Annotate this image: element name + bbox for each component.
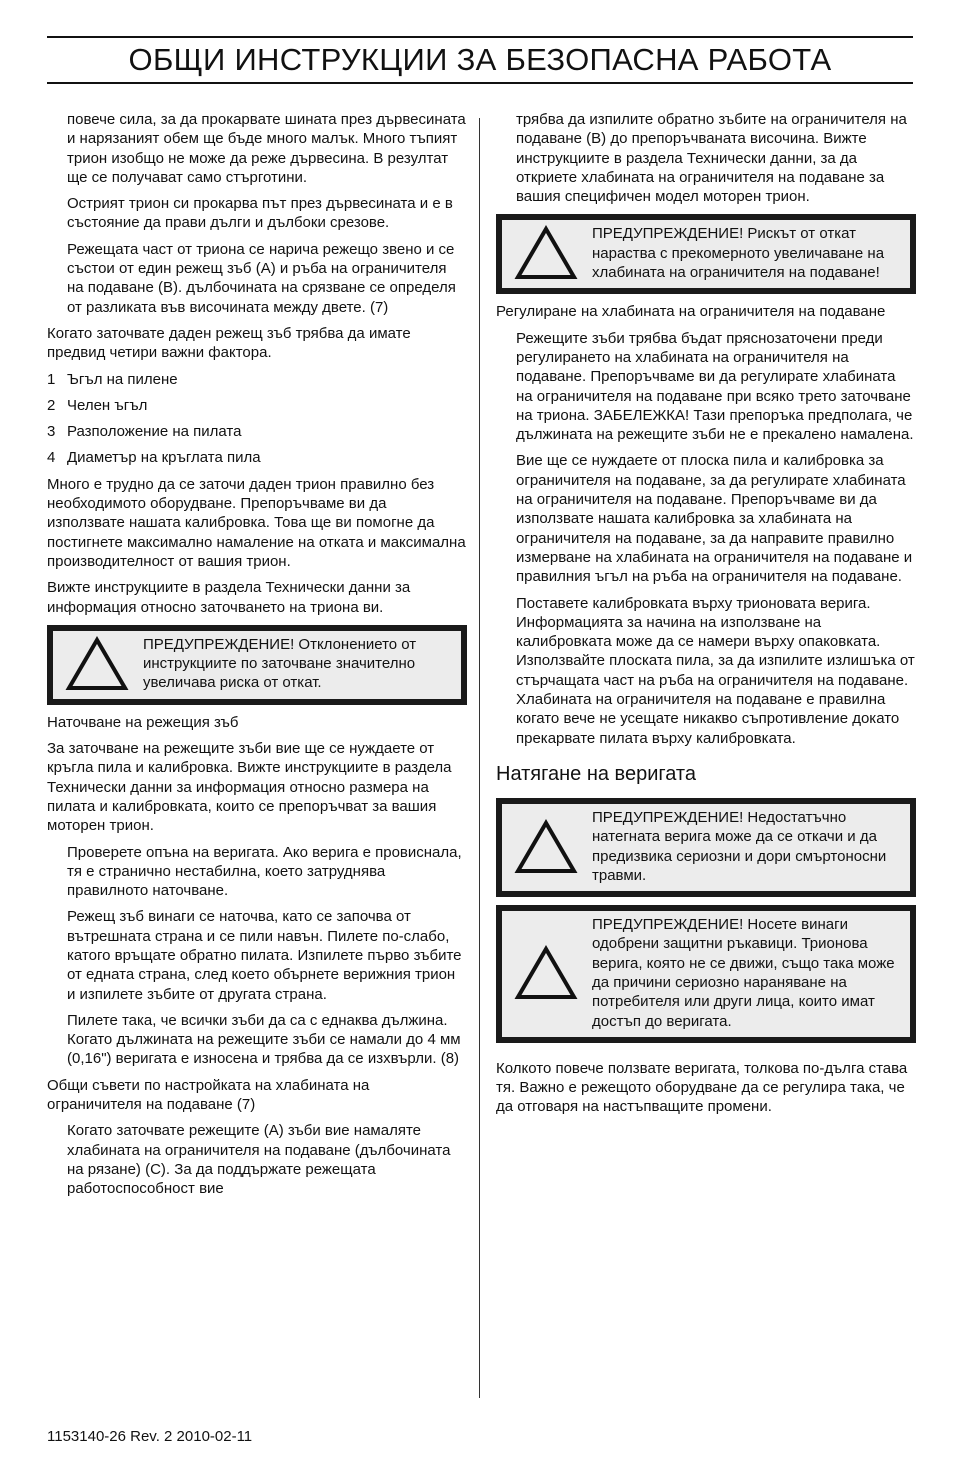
paragraph: трябва да изпилите обратно зъбите на ограничителя на подаване (В) до препоръчваната височина. Вижте инструкциите в раздела Технически данни, за да откриете хлабината на ограничителя на подаване за вашия специфичен модел моторен трион. (516, 111, 907, 206)
page-title: ОБЩИ ИНСТРУКЦИИ ЗА БЕЗОПАСНА РАБОТА (128, 42, 832, 77)
paragraph: Колкото повече ползвате веригата, толкова по-дълга става тя. Важно е режещото оборудване да се регулира така, че да отговаря на настъпващите промени. (496, 1059, 908, 1116)
warning-triangle-icon (506, 945, 586, 1001)
warning-triangle-icon (506, 225, 586, 281)
paragraph: Режещите зъби трябва бъдат пряснозаточени преди регулирането на хлабината на ограничителя на подаване. Препоръчваме ви да регулирате хлабината на ограничителя на подаване при всяко трето заточване на триона. ЗАБЕЛЕЖКА! Тази препоръка предполага, че дължината на режещите зъби не е прекалено намалена. (516, 329, 914, 444)
warning-box (496, 905, 916, 1043)
warning-text: ПРЕДУПРЕЖДЕНИЕ! Отклонението от инструкциите по заточване значително увеличава риска от откат. (143, 635, 417, 692)
list-item: 4 Диаметър на кръглата пила (47, 449, 261, 467)
warning-text: ПРЕДУПРЕЖДЕНИЕ! Рискът от откат нараства с прекомерното увеличаване на хлабината на ограничителя на подаване! (592, 225, 885, 282)
paragraph: За заточване на режещите зъби вие ще се нуждаете от кръгла пила и калибровка. Вижте инструкциите в раздела Технически данни за информация относно размера на пилата и калибровката, които се препоръчват за вашия моторен трион. (47, 740, 452, 835)
subheading: Наточване на режещия зъб (47, 713, 239, 731)
paragraph: Проверете опъна на веригата. Ако верига е провиснала, тя е странично нестабилна, което затруднява правилното наточване. (67, 843, 462, 900)
paragraph: Когато заточвате даден режещ зъб трябва да имате предвид четири важни фактора. (47, 324, 411, 362)
warning-text: ПРЕДУПРЕЖДЕНИЕ! Носете винаги одобрени защитни ръкавици. Трионова верига, която не се движи, също така може да причини сериозно нараняване на потребителя или други лица, които имат достъп до веригата. (592, 916, 895, 1030)
warning-triangle-icon (57, 636, 137, 692)
section-heading: Натягане на веригата (496, 762, 696, 785)
warning-box (496, 798, 916, 897)
list-item: 1 Ъгъл на пилене (47, 370, 178, 388)
paragraph: повече сила, за да прокарвате шината през дървесината и нарязаният обем ще бъде много малък. Много тъпият трион изобщо не може да реже дървесина. В резултат ще се получават само стърготини. (67, 111, 466, 186)
paragraph: Много е трудно да се заточи даден трион правилно без необходимото оборудване. Препоръчваме ви да използвате нашата калибровка. Това ще ви помогне да постигнете максимално намаление на отката и максимална производителност от вашия трион. (47, 475, 466, 570)
paragraph: Режещ зъб винаги се наточва, като се започва от вътрешната страна и се пили навън. Пилете по-слабо, катого връщате обратно пилата. Изпилете първо зъбите от едната страна, след което обърнете верижния трион и изпилете зъбите от другата страна. (67, 908, 462, 1003)
paragraph: Поставете калибровката върху трионовата верига. Информацията за начина на използване на калибровката може да се намери върху опаковката. Използвайте плоската пила, за да изпилите излишъка от стърчащата част на ръба на ограничителя на подаване. Хлабината на ограничителя на подаване е правилна когато вече не усещате никакво съпротивление докато прекарвате пилата върху калибровката. (516, 594, 915, 747)
paragraph: Режещата част от триона се нарича режещо звено и се състои от един режещ зъб (А) и ръба на ограничителя на подаване (В). дълбочината на срязване се определя от разликата във височината между двете. (7) (67, 240, 456, 316)
subheading: Общи съвети по настройката на хлабината на ограничителя на подаване (7) (47, 1076, 370, 1114)
paragraph: Когато заточвате режещите (А) зъби вие намаляте хлабината на ограничителя на подаване (дълбочината на рязане) (С). За да поддържате режещата работоспособност вие (67, 1122, 451, 1198)
paragraph: Пилете така, че всички зъби да са с еднаква дължина. Когато дължината на режещите зъби се намали до 4 мм (0,16") веригата е износена и трябва да се изхвърли. (8) (67, 1011, 461, 1068)
document-number: 1153140-26 Rev. 2 2010-02-11 (47, 1428, 253, 1445)
paragraph: Острият трион си прокарва път през дървесината и е в състояние да прави дълги и дълбоки срезове. (67, 195, 453, 232)
subheading: Регулиране на хлабината на ограничителя на подаване (496, 303, 886, 321)
header-top-rule (47, 36, 913, 38)
list-item: 3 Разположение на пилата (47, 423, 242, 441)
warning-box (496, 214, 916, 294)
paragraph: Вижте инструкциите в раздела Технически данни за информация относно заточването на триона ви. (47, 579, 411, 616)
warning-triangle-icon (506, 819, 586, 875)
header-bottom-rule (47, 82, 913, 84)
warning-text: ПРЕДУПРЕЖДЕНИЕ! Недостатъчно натегната верига може да се откачи и да предизвика сериозни и дори смъртоносни травми. (592, 808, 887, 884)
warning-box (47, 625, 467, 705)
column-divider (479, 118, 480, 1398)
paragraph: Вие ще се нуждаете от плоска пила и калибровка за ограничителя на подаване, за да регулирате хлабината на ограничителя на подаване. Препоръчваме ви да използвате нашата калибровка за хлабината на ограничителя на подаване, за да направите правилно измерване на хлабината на ограничителя на подаване и правилния ъгъл на ръба на ограничителя на подаване. (516, 452, 913, 586)
list-item: 2 Челен ъгъл (47, 396, 148, 414)
left-column (47, 110, 467, 1206)
right-column (496, 110, 916, 1124)
